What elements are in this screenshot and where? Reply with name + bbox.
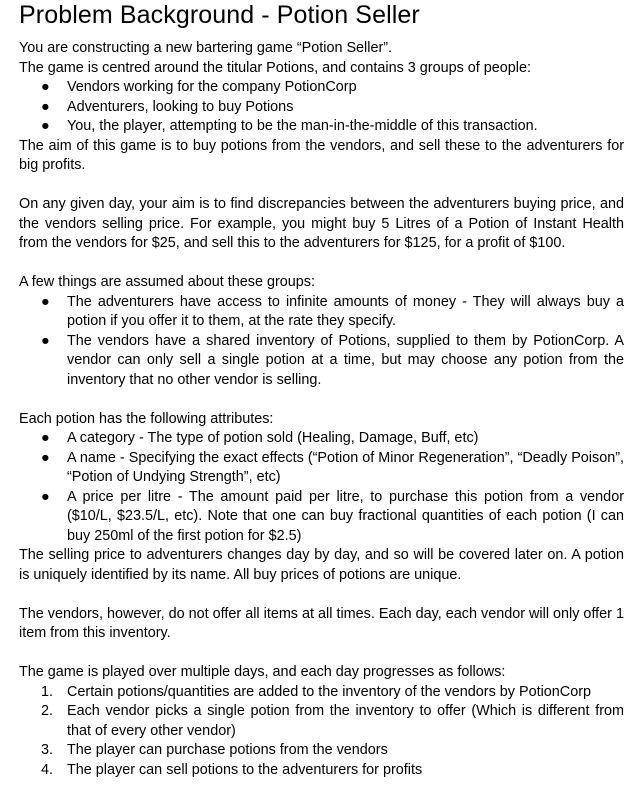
list-item: ● A category - The type of potion sold (Healing, Damage, Buff, etc): [19, 429, 624, 449]
list-item: ● You, the player, attempting to be the man-in-the-middle of this transaction.: [19, 117, 624, 137]
days-steps-list: [19, 683, 624, 781]
list-item: 4. The player can sell potions to the adventurers for profits: [19, 761, 624, 781]
bullet-icon: ●: [41, 293, 50, 310]
bullet-icon: ●: [41, 118, 50, 134]
bullet-icon: ●: [41, 332, 50, 349]
list-item: ● The adventurers have access to infinite amounts of money - They will always buy a potion if you offer it to them, at the rate they specify.: [41, 293, 624, 329]
bullet-icon: ●: [41, 488, 50, 505]
discrepancy-paragraph: On any given day, your aim is to find discrepancies between the adventurers buying price, and the vendors selling price. For example, you might buy 5 Litres of a Potion of Instant Health from the vendors for $25, and sell this to the adventurers for $125, for a profit of $100.: [19, 196, 624, 251]
groups-list: [19, 78, 624, 137]
bullet-icon: ●: [41, 430, 50, 446]
list-item: ● The vendors have a shared inventory of Potions, supplied to them by PotionCorp. A vendor can only sell a single potion at a time, but may choose any potion from the inventory that no other vendor is selling.: [41, 332, 624, 388]
step-number: 1.: [41, 683, 54, 700]
attributes-list: [19, 429, 624, 546]
bullet-icon: ●: [41, 449, 50, 466]
list-item: 2. Each vendor picks a single potion from the inventory to offer (Which is different from that of every other vendor): [41, 703, 624, 739]
list-item: ● A price per litre - The amount paid per litre, to purchase this potion from a vendor ($10/L, $23.5/L, etc). Note that one can buy fractional quantities of each potion (I can buy 250ml of the first potion for $2.5): [41, 488, 624, 544]
attributes-heading: Each potion has the following attributes:: [19, 410, 274, 427]
bullet-icon: ●: [41, 79, 50, 95]
step-number: 4.: [41, 761, 54, 778]
assumptions-list: [19, 293, 624, 391]
bullet-icon: ●: [41, 98, 50, 115]
step-number: 3.: [41, 742, 54, 758]
days-heading: The game is played over multiple days, and each day progresses as follows:: [19, 664, 506, 680]
list-item: ● A name - Specifying the exact effects (“Potion of Minor Regeneration”, “Deadly Poison”, “Potion of Undying Strength”, etc): [41, 449, 624, 485]
assumptions-heading: A few things are assumed about these groups:: [19, 274, 315, 290]
selling-price-paragraph: The selling price to adventurers changes day by day, and so will be covered later on. A potion is uniquely identified by its name. All buy prices of potions are unique.: [19, 547, 624, 583]
list-item: 3. The player can purchase potions from the vendors: [19, 741, 624, 761]
page-title: Problem Background - Potion Seller: [19, 1, 420, 29]
list-item: 1. Certain potions/quantities are added to the inventory of the vendors by PotionCorp: [19, 683, 624, 703]
step-number: 2.: [41, 703, 54, 719]
intro-line-2: The game is centred around the titular Potions, and contains 3 groups of people:: [19, 59, 531, 76]
intro-line-1: You are constructing a new bartering game “Potion Seller”.: [19, 40, 393, 56]
list-item: ● Vendors working for the company PotionCorp: [19, 78, 624, 98]
vendors-paragraph: The vendors, however, do not offer all items at all times. Each day, each vendor will only offer 1 item from this inventory.: [19, 605, 624, 641]
list-item: ● Adventurers, looking to buy Potions: [19, 98, 624, 118]
aim-paragraph: The aim of this game is to buy potions from the vendors, and sell these to the adventurers for big profits.: [19, 137, 624, 173]
